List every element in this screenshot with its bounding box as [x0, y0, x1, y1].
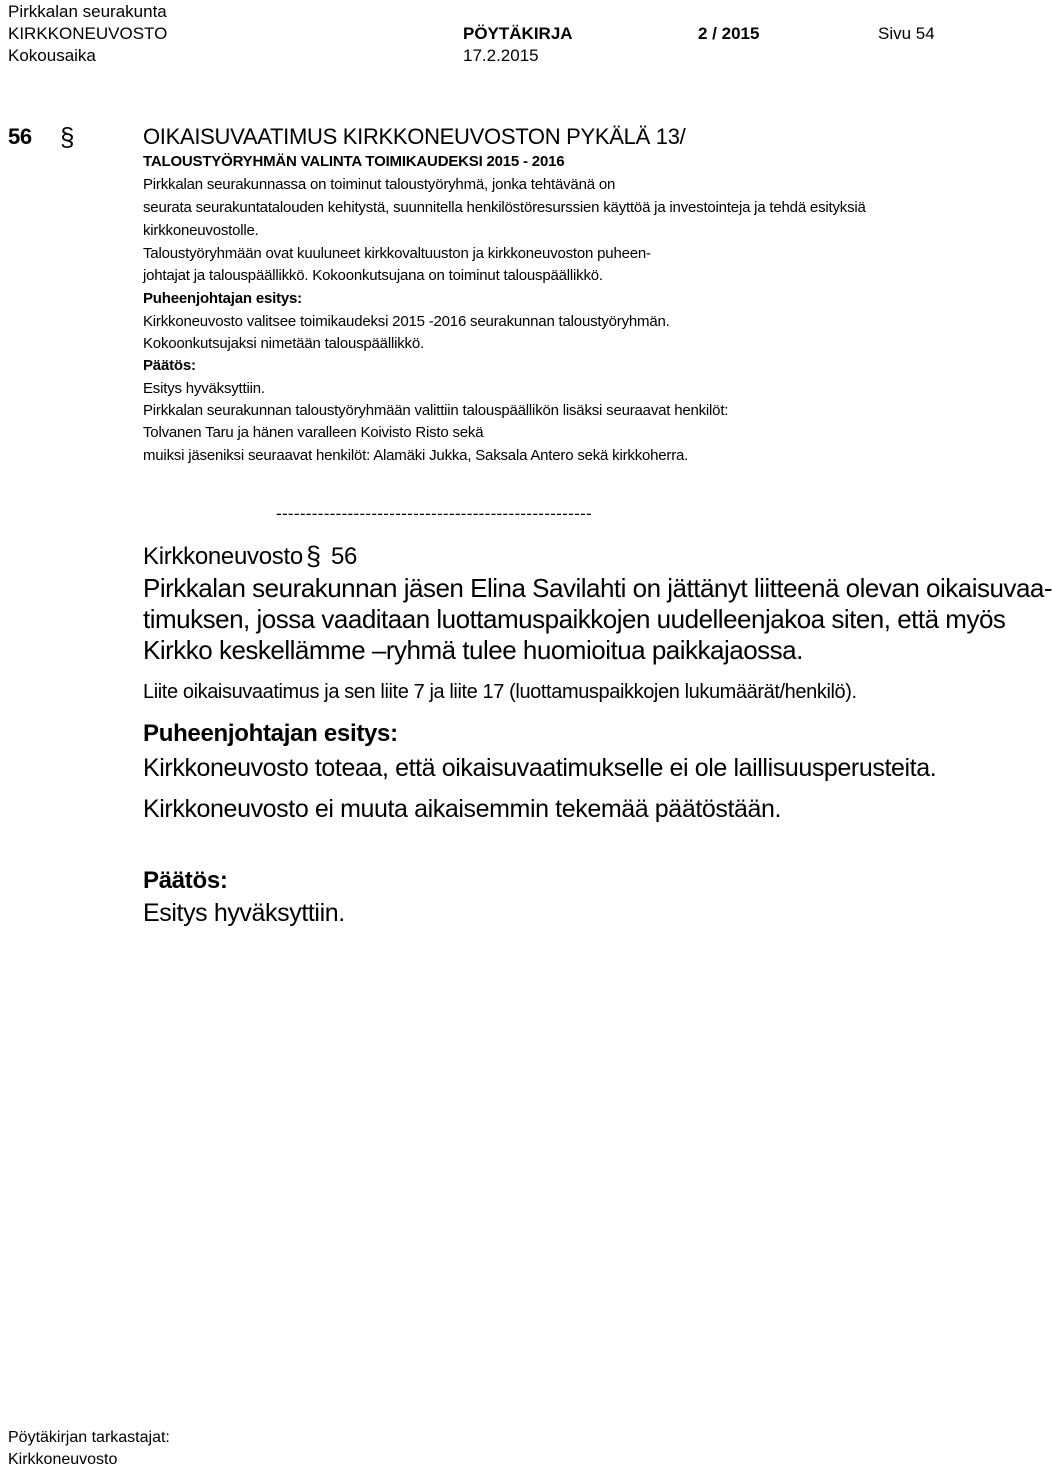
followup-title-number: 56 [331, 543, 358, 570]
followup-paragraph-line: timuksen, jossa vaaditaan luottamuspaikkojen uudelleenjakoa siten, että myös [143, 604, 1006, 634]
followup-decision-text: Esitys hyväksyttiin. [143, 899, 345, 927]
section-decision-line: Pirkkalan seurakunnan taloustyöryhmään valittiin talouspäällikön lisäksi seuraavat henkilöt: [143, 402, 729, 419]
section-text-line: johtajat ja talouspäällikkö. Kokoonkutsujana on toiminut talouspäällikkö. [143, 267, 603, 284]
section-title: OIKAISUVAATIMUS KIRKKONEUVOSTON PYKÄLÄ 13/ [143, 124, 686, 149]
section-decision-line: Tolvanen Taru ja hänen varalleen Koivisto Risto sekä [143, 424, 484, 441]
section-text-line: kirkkoneuvostolle. [143, 222, 259, 239]
section-decision-label: Päätös: [143, 357, 196, 374]
footer-body: Kirkkoneuvosto [8, 1451, 118, 1468]
header-meeting-date: 17.2.2015 [463, 46, 539, 65]
followup-section-sign-icon: § [306, 541, 321, 571]
section-text-line: Pirkkalan seurakunnassa on toiminut taloustyöryhmä, jonka tehtävänä on [143, 176, 616, 193]
footer-label: Pöytäkirjan tarkastajat: [8, 1429, 170, 1446]
followup-decision-label: Päätös: [143, 867, 228, 894]
section-proposal-label: Puheenjohtajan esitys: [143, 290, 302, 307]
section-decision-line: Esitys hyväksyttiin. [143, 380, 265, 397]
section-text-line: seurata seurakuntatalouden kehitystä, suunnitella henkilöstöresurssien käyttöä ja investointeja ja tehdä esityksiä [143, 199, 866, 216]
header-page-number: Sivu 54 [878, 24, 935, 43]
header-body: KIRKKONEUVOSTO [8, 24, 168, 43]
header-doc-type: PÖYTÄKIRJA [463, 24, 573, 43]
header-meeting-label: Kokousaika [8, 46, 96, 65]
header-org: Pirkkalan seurakunta [8, 2, 167, 21]
header-issue: 2 / 2015 [698, 24, 760, 43]
followup-attachment: Liite oikaisuvaatimus ja sen liite 7 ja liite 17 (luottamuspaikkojen lukumäärät/henkilö). [143, 681, 857, 703]
separator-line: ----------------------------------------------------- [276, 504, 592, 523]
section-sign-icon: § [60, 122, 75, 152]
section-proposal-line: Kokoonkutsujaksi nimetään talouspäällikkö. [143, 335, 424, 352]
section-proposal-line: Kirkkoneuvosto valitsee toimikaudeksi 2015 -2016 seurakunnan taloustyöryhmän. [143, 313, 670, 330]
followup-proposal-line: Kirkkoneuvosto toteaa, että oikaisuvaatimukselle ei ole laillisuusperusteita. [143, 754, 937, 782]
followup-paragraph-line: Kirkko keskellämme –ryhmä tulee huomioitua paikkajaossa. [143, 635, 803, 665]
section-text-line: Taloustyöryhmään ovat kuuluneet kirkkovaltuuston ja kirkkoneuvoston puheen- [143, 245, 651, 262]
section-number: 56 [8, 124, 32, 149]
followup-title-prefix: Kirkkoneuvosto [143, 543, 303, 570]
section-decision-line: muiksi jäseniksi seuraavat henkilöt: Alamäki Jukka, Saksala Antero sekä kirkkoherra. [143, 447, 689, 464]
followup-proposal-label: Puheenjohtajan esitys: [143, 720, 398, 747]
followup-proposal-line: Kirkkoneuvosto ei muuta aikaisemmin tekemää päätöstään. [143, 795, 782, 823]
section-subtitle: TALOUSTYÖRYHMÄN VALINTA TOIMIKAUDEKSI 2015 - 2016 [143, 153, 565, 170]
followup-paragraph-line: Pirkkalan seurakunnan jäsen Elina Savilahti on jättänyt liitteenä olevan oikaisuvaa- [143, 573, 1052, 603]
